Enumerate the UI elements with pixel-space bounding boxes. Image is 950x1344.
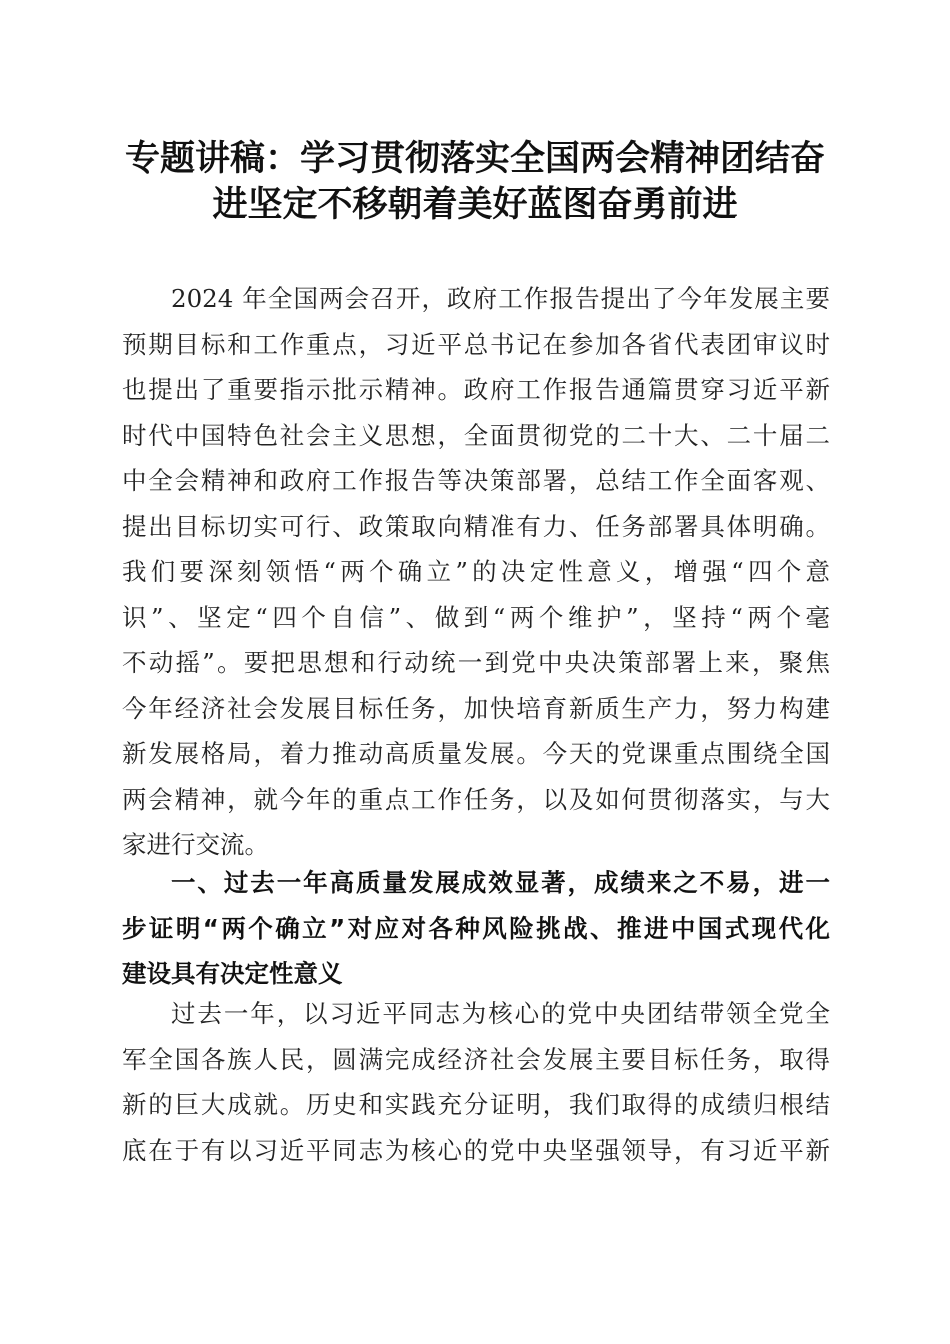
paragraph-line: 时代中国特色社会主义思想，全面贯彻党的二十大、二十届二 [122,420,830,450]
title-line: 专题讲稿：学习贯彻落实全国两会精神团结奋 [124,138,825,179]
paragraph-line: 我们要深刻领悟“两个确立”的决定性意义，增强“四个意 [122,557,830,586]
paragraph-line: 过去一年，以习近平同志为核心的党中央团结带领全党全 [171,999,830,1028]
paragraph-line: 新发展格局，着力推动高质量发展。今天的党课重点围绕全国 [122,739,830,768]
paragraph-line: 识”、坚定“四个自信”、做到“两个维护”，坚持“两个毫 [122,602,830,632]
paragraph-line: 中全会精神和政府工作报告等决策部署，总结工作全面客观、 [122,466,830,495]
paragraph-line: 也提出了重要指示批示精神。政府工作报告通篇贯穿习近平新 [122,375,830,404]
title-line: 进坚定不移朝着美好蓝图奋勇前进 [212,184,738,225]
heading-line: 建设具有决定性意义 [122,959,343,988]
paragraph-line: 预期目标和工作重点，习近平总书记在参加各省代表团审议时 [122,329,830,359]
heading-line: 步证明“两个确立”对应对各种风险挑战、推进中国式现代化 [122,913,830,943]
heading-line: 一、过去一年高质量发展成效显著，成绩来之不易，进一 [171,868,830,897]
paragraph-line: 提出目标切实可行、政策取向精准有力、任务部署具体明确。 [122,511,830,541]
paragraph-intro [122,276,830,868]
document-title [100,136,850,228]
paragraph-line: 今年经济社会发展目标任务，加快培育新质生产力，努力构建 [122,693,830,723]
paragraph-line: 家进行交流。 [122,830,269,859]
paragraph-line: 不动摇”。要把思想和行动统一到党中央决策部署上来，聚焦 [122,648,830,677]
paragraph-line: 军全国各族人民，圆满完成经济社会发展主要目标任务，取得 [122,1044,830,1074]
section-heading-1 [122,860,830,997]
paragraph-line: 两会精神，就今年的重点工作任务，以及如何贯彻落实，与大 [122,784,830,814]
paragraph-line: 底在于有以习近平同志为核心的党中央坚强领导，有习近平新 [122,1135,830,1165]
paragraph-line: 新的巨大成就。历史和实践充分证明，我们取得的成绩归根结 [122,1090,830,1119]
paragraph-section-1 [122,991,830,1173]
paragraph-line: 2024 年全国两会召开，政府工作报告提出了今年发展主要 [171,284,830,313]
